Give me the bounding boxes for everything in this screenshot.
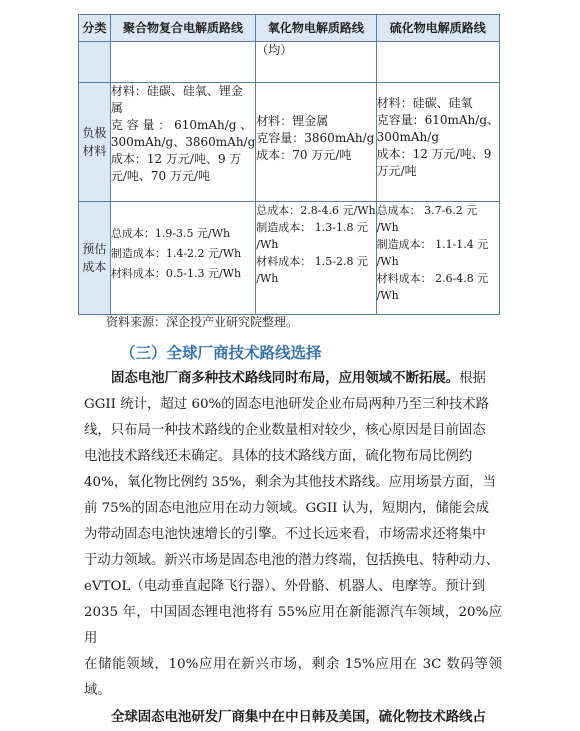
cell-line: 材料：硅碳、硅氧、锂金 bbox=[110, 84, 243, 98]
body-paragraph bbox=[84, 365, 502, 731]
cell-line: 克 容 量 ： 610mAh/g 、 bbox=[110, 118, 253, 132]
table-cell bbox=[256, 202, 376, 315]
cell-line: 制造成本： 1.1-1.4 元 bbox=[376, 238, 489, 251]
paragraph-line bbox=[84, 704, 502, 731]
cell-line: /Wh bbox=[256, 238, 279, 251]
cell-line: /Wh bbox=[376, 289, 399, 302]
table-cell bbox=[256, 83, 376, 202]
row-label-line: 成本 bbox=[82, 260, 107, 274]
table-cell bbox=[110, 42, 255, 83]
table-note-row bbox=[79, 42, 500, 83]
table-header-row bbox=[79, 15, 500, 42]
paragraph-line: eVTOL（电动垂直起降飞行器）、外骨骼、机器人、电摩等。预计到 bbox=[84, 579, 486, 594]
table-row-anode bbox=[79, 83, 500, 202]
table-header-polymer: 聚合物复合电解质路线 bbox=[110, 15, 255, 42]
table-cell bbox=[79, 42, 111, 83]
cell-line: /Wh bbox=[376, 255, 399, 268]
paragraph-line: 前 75%的固态电池应用在动力领域。GGII 认为，短期内，储能会成 bbox=[84, 501, 490, 516]
cell-line: 材料：锂金属 bbox=[256, 114, 329, 128]
paragraph-line: 在储能领域，10%应用在新兴市场，剩余 15%应用在 3C 数码等领域。 bbox=[84, 657, 502, 698]
paragraph-bold-lead: 固态电池厂商多种技术路线同时布局，应用领域不断拓展。 bbox=[111, 370, 460, 386]
table-cell bbox=[376, 202, 499, 315]
table-header-sulfide: 硫化物电解质路线 bbox=[376, 15, 499, 42]
table-cell bbox=[256, 42, 376, 83]
table-cell bbox=[110, 83, 255, 202]
comparison-table bbox=[78, 14, 500, 315]
cell-line: /Wh bbox=[256, 272, 279, 285]
cell-line: 属 bbox=[110, 101, 123, 115]
cell-line: 克容量：610mAh/g、 bbox=[376, 113, 499, 127]
cell-line: 元/吨、70 万元/吨 bbox=[110, 169, 210, 183]
table-row-cost bbox=[79, 202, 500, 315]
table-cell bbox=[376, 83, 499, 202]
table-cell bbox=[376, 42, 499, 83]
paragraph-text: 根据 bbox=[459, 371, 486, 386]
row-label-cost bbox=[79, 202, 111, 315]
paragraph-bold-lead: 全球固态电池研发厂商集中在中日韩及美国，硫化物技术路线占 bbox=[111, 709, 486, 725]
cell-line: 总成本：2.8-4.6 元/Wh bbox=[256, 204, 376, 217]
cell-line: 制造成本： 1.3-1.8 元 bbox=[256, 221, 368, 234]
paragraph-line: 电池技术路线还未确定。具体的技术路线方面，硫化物布局比例约 bbox=[84, 449, 473, 464]
cell-line: 总成本： 3.7-6.2 元 bbox=[376, 204, 478, 217]
table-header-note: （均） bbox=[256, 43, 293, 57]
cell-line: 成本：12 万元/吨、9 bbox=[376, 147, 492, 161]
cell-line: 材料成本： 2.6-4.8 元 bbox=[376, 272, 489, 285]
cell-line: 万元/吨 bbox=[376, 164, 417, 178]
section-heading: （三）全球厂商技术路线选择 bbox=[120, 344, 322, 362]
paragraph-line: 线，只布局一种技术路线的企业数量相对较少，核心原因是目前固态 bbox=[84, 423, 486, 438]
cell-line: 克容量：3860mAh/g bbox=[256, 131, 375, 145]
paragraph-line: 于动力领域。新兴市场是固态电池的潜力终端，包括换电、特种动力、 bbox=[84, 553, 500, 568]
cell-line: 总成本：1.9-3.5 元/Wh bbox=[110, 227, 231, 240]
cell-line: /Wh bbox=[376, 221, 399, 234]
cell-line: 成本：12 万元/吨、9 万 bbox=[110, 152, 242, 166]
paragraph-line: 2035 年，中国固态锂电池将有 55%应用在新能源汽车领域，20%应用 bbox=[84, 605, 502, 646]
table-header-category: 分类 bbox=[79, 15, 111, 42]
cell-line: 300mAh/g、3860mAh/g bbox=[110, 135, 256, 149]
paragraph-line: GGII 统计，超过 60%的固态电池研发企业布局两种乃至三种技术路 bbox=[84, 397, 490, 412]
cell-line: 制造成本：1.4-2.2 元/Wh bbox=[110, 247, 242, 260]
paragraph-line: 为带动固态电池快速增长的引擎。不过长远来看，市场需求还将集中 bbox=[84, 527, 486, 542]
row-label-anode bbox=[79, 83, 111, 202]
table-cell bbox=[110, 202, 255, 315]
source-note: 资料来源：深企投产业研究院整理。 bbox=[106, 315, 299, 329]
row-label-line: 材料 bbox=[82, 144, 107, 158]
cell-line: 材料成本：0.5-1.3 元/Wh bbox=[110, 267, 242, 280]
cell-line: 材料：硅碳、硅氧 bbox=[376, 96, 473, 110]
paragraph-line bbox=[84, 365, 502, 392]
row-label-line: 预估 bbox=[82, 242, 107, 256]
cell-line: 300mAh/g bbox=[376, 130, 439, 144]
paragraph-line: 40%，氧化物比例约 35%，剩余为其他技术路线。应用场景方面，当 bbox=[84, 475, 496, 490]
cell-line: 成本：70 万元/吨 bbox=[256, 148, 352, 162]
cell-line: 材料成本： 1.5-2.8 元 bbox=[256, 255, 368, 268]
table-header-oxide: 氧化物电解质路线 bbox=[256, 15, 376, 42]
row-label-line: 负极 bbox=[82, 126, 107, 140]
